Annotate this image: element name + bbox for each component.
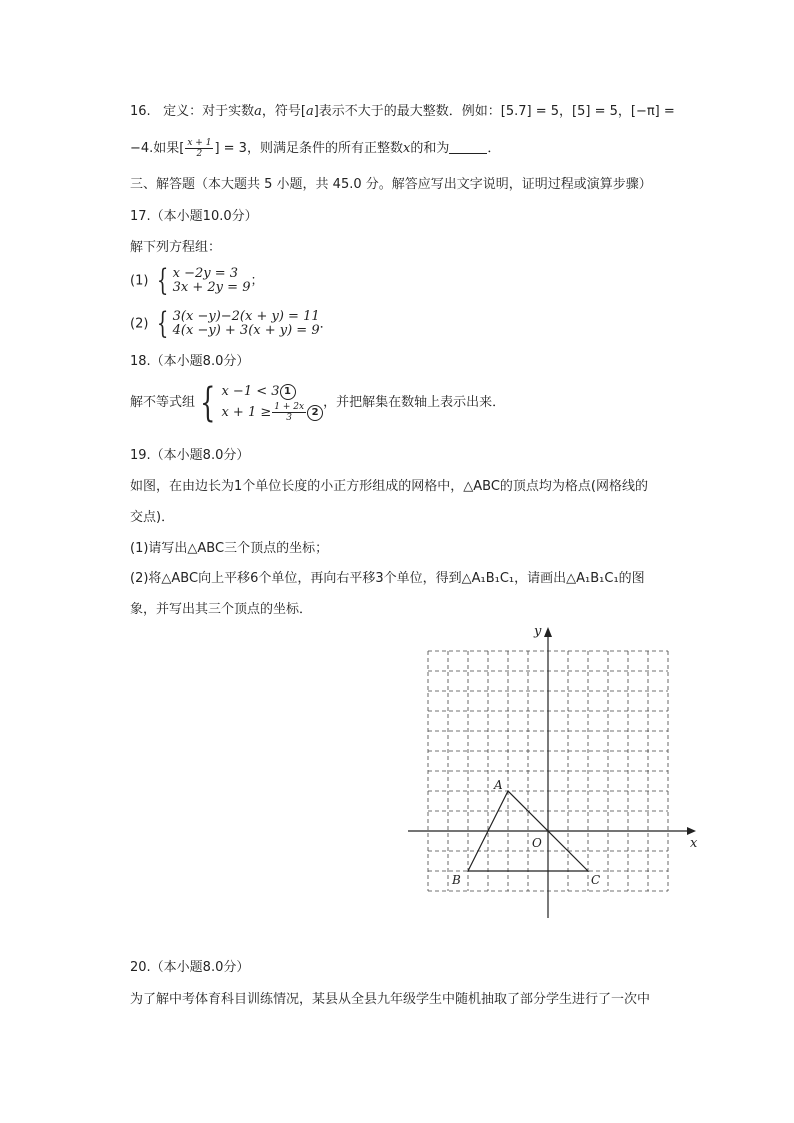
y-axis-arrow-icon: [544, 627, 552, 637]
q18-brace: {: [200, 379, 216, 426]
q17-p1-eq1: x −2y = 3: [172, 266, 239, 281]
q17-p2-brace: {: [156, 306, 168, 341]
y-axis-label: y: [534, 624, 542, 639]
q16-end: ．: [487, 141, 501, 156]
origin-label: O: [532, 836, 542, 850]
q17-part2: [130, 306, 333, 341]
q16-var-a2: a: [305, 104, 314, 119]
q18-fraction: [272, 402, 306, 423]
q17-p2-eq2: 4(x −y) + 3(x + y) = 9: [172, 323, 320, 338]
q18-eq2: x + 1 ≥: [221, 405, 272, 420]
q19-header: 19.（本小题8.0分）: [130, 448, 250, 463]
q17-p1-end: ；: [250, 273, 264, 289]
q18-system: [195, 379, 323, 426]
q18-body: [130, 379, 506, 426]
q18-header: 18.（本小题8.0分）: [130, 354, 250, 369]
q17-p2-label: (2): [130, 316, 149, 332]
q18-mark2: 2: [307, 405, 323, 421]
q16-text-d: −4.如果[: [130, 141, 185, 156]
q19-line1: 如图，在由边长为1个单位长度的小正方形组成的网格中，△ABC的顶点均为格点(网格线的: [130, 479, 649, 494]
q16-number: 16.: [130, 104, 151, 119]
q20-line1: 为了解中考体育科目训练情况，某县从全县九年级学生中随机抽取了部分学生进行了一次中: [130, 992, 651, 1007]
q16-line1: [130, 102, 675, 122]
x-axis-arrow-icon: [687, 827, 696, 835]
q17-p2-end: ．: [319, 316, 333, 332]
q16-text-f: 的和为: [410, 141, 450, 156]
q16-text-e: ] = 3，则满足条件的所有正整数: [214, 141, 403, 156]
q16-answer-blank[interactable]: [449, 139, 487, 154]
vertex-b-label: B: [452, 873, 461, 887]
q17-instruction: 解下列方程组：: [130, 240, 222, 255]
q16-frac-den: 2: [196, 149, 203, 159]
q17-p1-eq2: 3x + 2y = 9: [172, 280, 251, 295]
section3-heading: 三、解答题（本大题共 5 小题，共 45.0 分。解答应写出文字说明，证明过程或演算步骤）: [130, 177, 652, 192]
q16-fraction: [185, 138, 213, 159]
q18-eq1: x −1 < 3: [221, 384, 280, 399]
q18-frac-num: 1 + 2x: [274, 402, 305, 412]
q19-line2: 交点)．: [130, 510, 175, 525]
q17-p1-label: (1): [130, 273, 149, 289]
vertex-a-label: A: [494, 778, 503, 792]
q16-var-x: x: [402, 141, 411, 156]
q17-p2-system: [153, 306, 320, 341]
q18-suffix: ，并把解集在数轴上表示出来．: [323, 395, 506, 410]
q19-line5: 象，并写出其三个顶点的坐标．: [130, 602, 313, 617]
q18-frac-den: 3: [286, 413, 293, 423]
q16-text-b: ，符号[: [261, 104, 306, 119]
q17-p2-eq1: 3(x −y)−2(x + y) = 11: [172, 309, 320, 324]
vertex-c-label: C: [591, 873, 601, 887]
q16-text-c: ]表示不大于的最大整数．例如：[5.7] = 5，[5] = 5，[−π] =: [313, 104, 675, 119]
q16-line2: [130, 138, 500, 159]
q17-p1-system: [153, 263, 251, 298]
q16-text-a: 定义：对于实数: [163, 104, 255, 119]
q16-frac-num: x + 1: [187, 138, 212, 148]
q17-header: 17.（本小题10.0分）: [130, 209, 258, 224]
q16-var-a: a: [254, 104, 262, 119]
coordinate-grid-figure: [400, 618, 700, 918]
q19-line3: (1)请写出△ABC三个顶点的坐标；: [130, 541, 329, 556]
q18-prefix: 解不等式组: [130, 395, 196, 410]
q17-p1-brace: {: [156, 263, 168, 298]
q19-line4: (2)将△ABC向上平移6个单位，再向右平移3个单位，得到△A₁B₁C₁，请画出△A₁B₁C₁的图: [130, 571, 645, 586]
q20-header: 20.（本小题8.0分）: [130, 960, 250, 975]
q18-mark1: 1: [280, 384, 296, 400]
q17-part1: [130, 263, 264, 298]
x-axis-label: x: [690, 836, 698, 851]
